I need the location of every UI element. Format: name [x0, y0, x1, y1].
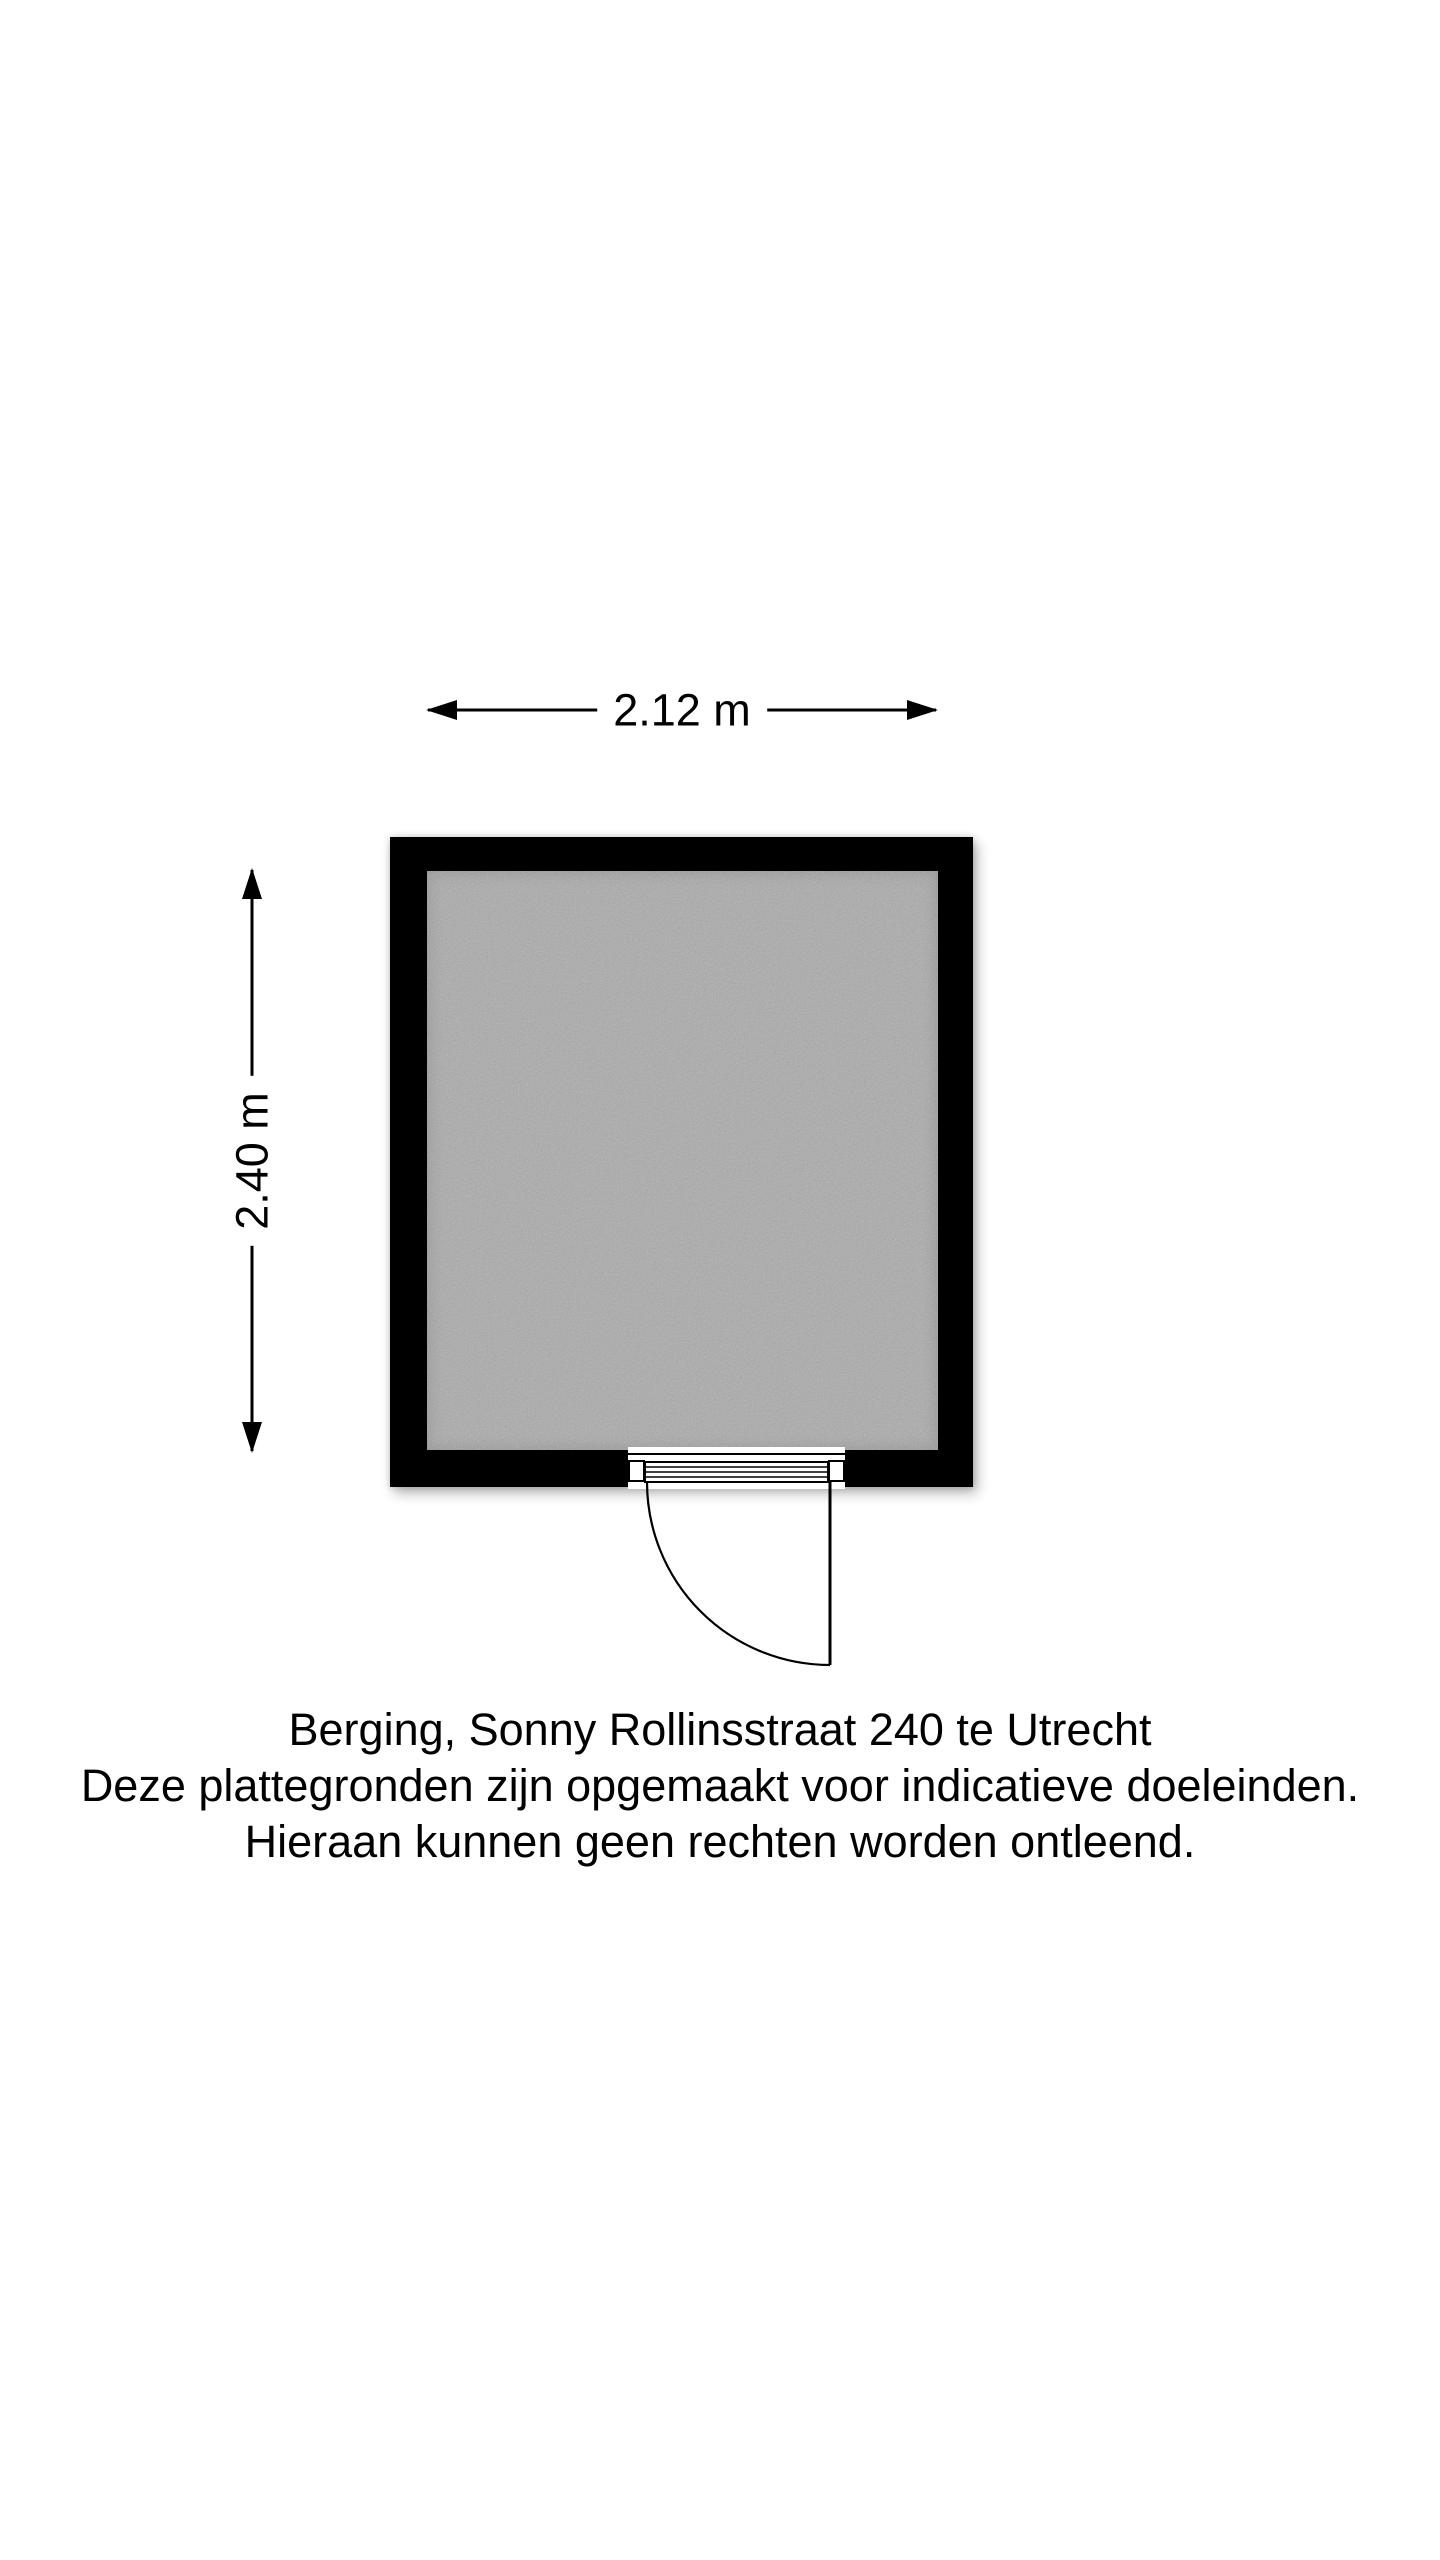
caption-line-disclaimer-1: Deze plattegronden zijn opgemaakt voor indicatieve doeleinden.: [80, 1760, 1360, 1811]
door-swing-arc-icon: [647, 1482, 830, 1665]
caption-line-address: Berging, Sonny Rollinsstraat 240 te Utrecht: [288, 1704, 1152, 1755]
arrowhead-down-icon: [242, 1422, 262, 1453]
arrowhead-up-icon: [242, 868, 262, 899]
arrowhead-left-icon: [426, 700, 457, 720]
height-dimension-label: 2.40 m: [227, 1076, 277, 1246]
arrowhead-right-icon: [907, 700, 938, 720]
floor-texture: [427, 871, 938, 1450]
room-floor: [427, 871, 938, 1450]
height-dimension: [226, 868, 278, 1453]
caption-line-disclaimer-2: Hieraan kunnen geen rechten worden ontleend.: [244, 1816, 1196, 1867]
door: [628, 1446, 845, 1670]
room-walls: [390, 837, 973, 1487]
width-dimension-label: 2.12 m: [597, 685, 767, 735]
width-dimension: [426, 684, 938, 736]
caption: [0, 1702, 1440, 1870]
